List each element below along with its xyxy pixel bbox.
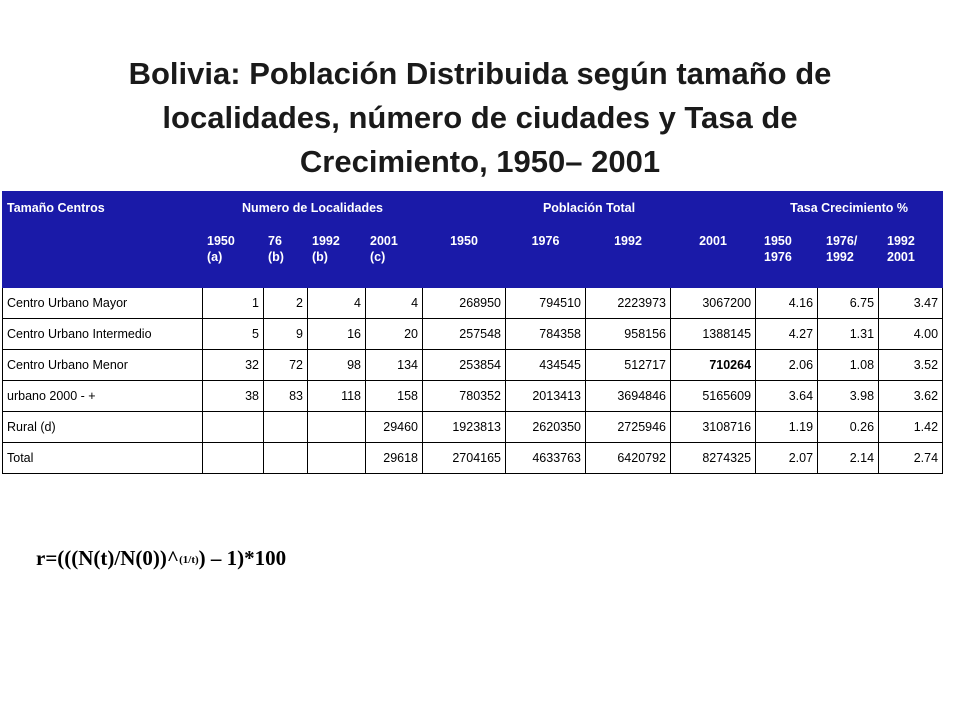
table-row xyxy=(3,381,943,412)
sub-header-line: 1992 xyxy=(614,234,642,248)
table-cell xyxy=(203,443,264,474)
table-cell: 2620350 xyxy=(506,412,586,443)
group-header-row xyxy=(3,192,943,224)
sub-header-line: 1950 xyxy=(207,234,235,248)
sub-header-cell xyxy=(671,224,756,288)
table-body xyxy=(3,192,943,474)
table-cell: 6.75 xyxy=(818,288,879,319)
table-cell: 5 xyxy=(203,319,264,350)
sub-header-line: (a) xyxy=(207,250,223,264)
sub-header-line: (c) xyxy=(370,250,386,264)
table-cell xyxy=(308,443,366,474)
table-cell: 3.47 xyxy=(879,288,943,319)
sub-header-line: (b) xyxy=(312,250,328,264)
sub-header-line: (b) xyxy=(268,250,284,264)
sub-header-line: 76 xyxy=(268,234,282,248)
table-cell: 16 xyxy=(308,319,366,350)
table-cell: 512717 xyxy=(586,350,671,381)
row-label: Centro Urbano Mayor xyxy=(3,288,203,319)
sub-header-cell xyxy=(879,224,943,288)
table-cell: 2.14 xyxy=(818,443,879,474)
table-cell: 1.42 xyxy=(879,412,943,443)
formula-tail: ) – 1)*100 xyxy=(198,546,287,570)
table-row xyxy=(3,350,943,381)
sub-header-line: 1992 xyxy=(312,234,340,248)
table-cell: 780352 xyxy=(423,381,506,412)
table-cell: 4 xyxy=(366,288,423,319)
title-line-1: Bolivia: Población Distribuida según tamaño de xyxy=(128,56,832,91)
table-cell: 268950 xyxy=(423,288,506,319)
table-cell xyxy=(264,412,308,443)
table-cell: 3.64 xyxy=(756,381,818,412)
table-cell: 2.06 xyxy=(756,350,818,381)
table-cell: 257548 xyxy=(423,319,506,350)
table-cell: 4.00 xyxy=(879,319,943,350)
header-poblacion-total: Población Total xyxy=(423,192,756,224)
table-cell: 2.74 xyxy=(879,443,943,474)
sub-header-cell xyxy=(308,224,366,288)
sub-header-cell xyxy=(506,224,586,288)
table-cell: 158 xyxy=(366,381,423,412)
table-cell: 1.19 xyxy=(756,412,818,443)
sub-header-line: 2001 xyxy=(887,250,915,264)
table-cell: 29460 xyxy=(366,412,423,443)
sub-header-line: 1992 xyxy=(826,250,854,264)
slide-title xyxy=(30,52,930,184)
table-cell: 1.31 xyxy=(818,319,879,350)
table-cell xyxy=(203,412,264,443)
table-cell: 4633763 xyxy=(506,443,586,474)
table-cell: 958156 xyxy=(586,319,671,350)
table-cell: 20 xyxy=(366,319,423,350)
table-cell: 784358 xyxy=(506,319,586,350)
sub-header-line: 1950 xyxy=(764,234,792,248)
row-label: Centro Urbano Menor xyxy=(3,350,203,381)
table-cell: 2223973 xyxy=(586,288,671,319)
table-cell: 0.26 xyxy=(818,412,879,443)
table-cell: 3.62 xyxy=(879,381,943,412)
table-cell: 29618 xyxy=(366,443,423,474)
header-tasa-crecimiento: Tasa Crecimiento % xyxy=(756,192,943,224)
table-cell: 72 xyxy=(264,350,308,381)
table-cell: 2013413 xyxy=(506,381,586,412)
table-cell: 3067200 xyxy=(671,288,756,319)
sub-header-cell xyxy=(264,224,308,288)
sub-header-line: 1976 xyxy=(764,250,792,264)
formula-exponent: (1/t) xyxy=(179,554,199,566)
table-cell: 32 xyxy=(203,350,264,381)
sub-header-line: 1976/ xyxy=(826,234,858,248)
table-row xyxy=(3,443,943,474)
formula-main: r=(((N(t)/N(0))^ xyxy=(36,546,180,570)
table-cell: 2704165 xyxy=(423,443,506,474)
sub-header-cell xyxy=(818,224,879,288)
sub-header-empty xyxy=(3,224,203,288)
table-cell: 434545 xyxy=(506,350,586,381)
table-cell: 38 xyxy=(203,381,264,412)
table-cell: 98 xyxy=(308,350,366,381)
table-cell: 4.16 xyxy=(756,288,818,319)
sub-header-line: 1976 xyxy=(531,234,560,248)
table-cell: 1388145 xyxy=(671,319,756,350)
sub-header-line: 1992 xyxy=(887,234,915,248)
title-line-3: Crecimiento, 1950– 2001 xyxy=(299,144,661,179)
table-cell: 3.52 xyxy=(879,350,943,381)
header-tamano-centros: Tamaño Centros xyxy=(3,192,203,224)
table-cell: 83 xyxy=(264,381,308,412)
table-cell: 1923813 xyxy=(423,412,506,443)
sub-header-cell xyxy=(366,224,423,288)
row-label: Total xyxy=(3,443,203,474)
table-cell: 2 xyxy=(264,288,308,319)
table-cell: 6420792 xyxy=(586,443,671,474)
title-line-2: localidades, número de ciudades y Tasa de xyxy=(162,100,798,135)
table-cell: 710264 xyxy=(671,350,756,381)
sub-header-cell xyxy=(423,224,506,288)
table-cell: 118 xyxy=(308,381,366,412)
table-row xyxy=(3,412,943,443)
table-cell: 134 xyxy=(366,350,423,381)
table-cell: 3694846 xyxy=(586,381,671,412)
table-cell: 4.27 xyxy=(756,319,818,350)
table-cell: 3.98 xyxy=(818,381,879,412)
table-cell xyxy=(308,412,366,443)
row-label: Rural (d) xyxy=(3,412,203,443)
sub-header-row xyxy=(3,224,943,288)
row-label: urbano 2000 - + xyxy=(3,381,203,412)
sub-header-cell xyxy=(203,224,264,288)
table-cell: 9 xyxy=(264,319,308,350)
row-label: Centro Urbano Intermedio xyxy=(3,319,203,350)
growth-rate-formula xyxy=(36,546,286,571)
header-numero-localidades: Numero de Localidades xyxy=(203,192,423,224)
table-cell: 2725946 xyxy=(586,412,671,443)
table-cell: 4 xyxy=(308,288,366,319)
table-row xyxy=(3,288,943,319)
sub-header-line: 1950 xyxy=(450,234,478,248)
sub-header-line: 2001 xyxy=(699,234,727,248)
table-cell: 2.07 xyxy=(756,443,818,474)
table-cell xyxy=(264,443,308,474)
table-cell: 3108716 xyxy=(671,412,756,443)
table-cell: 5165609 xyxy=(671,381,756,412)
table-row xyxy=(3,319,943,350)
population-table xyxy=(2,191,943,474)
sub-header-cell xyxy=(586,224,671,288)
sub-header-line: 2001 xyxy=(370,234,398,248)
table-cell: 1.08 xyxy=(818,350,879,381)
table-cell: 1 xyxy=(203,288,264,319)
table-cell: 253854 xyxy=(423,350,506,381)
table-cell: 794510 xyxy=(506,288,586,319)
table-cell: 8274325 xyxy=(671,443,756,474)
sub-header-cell xyxy=(756,224,818,288)
